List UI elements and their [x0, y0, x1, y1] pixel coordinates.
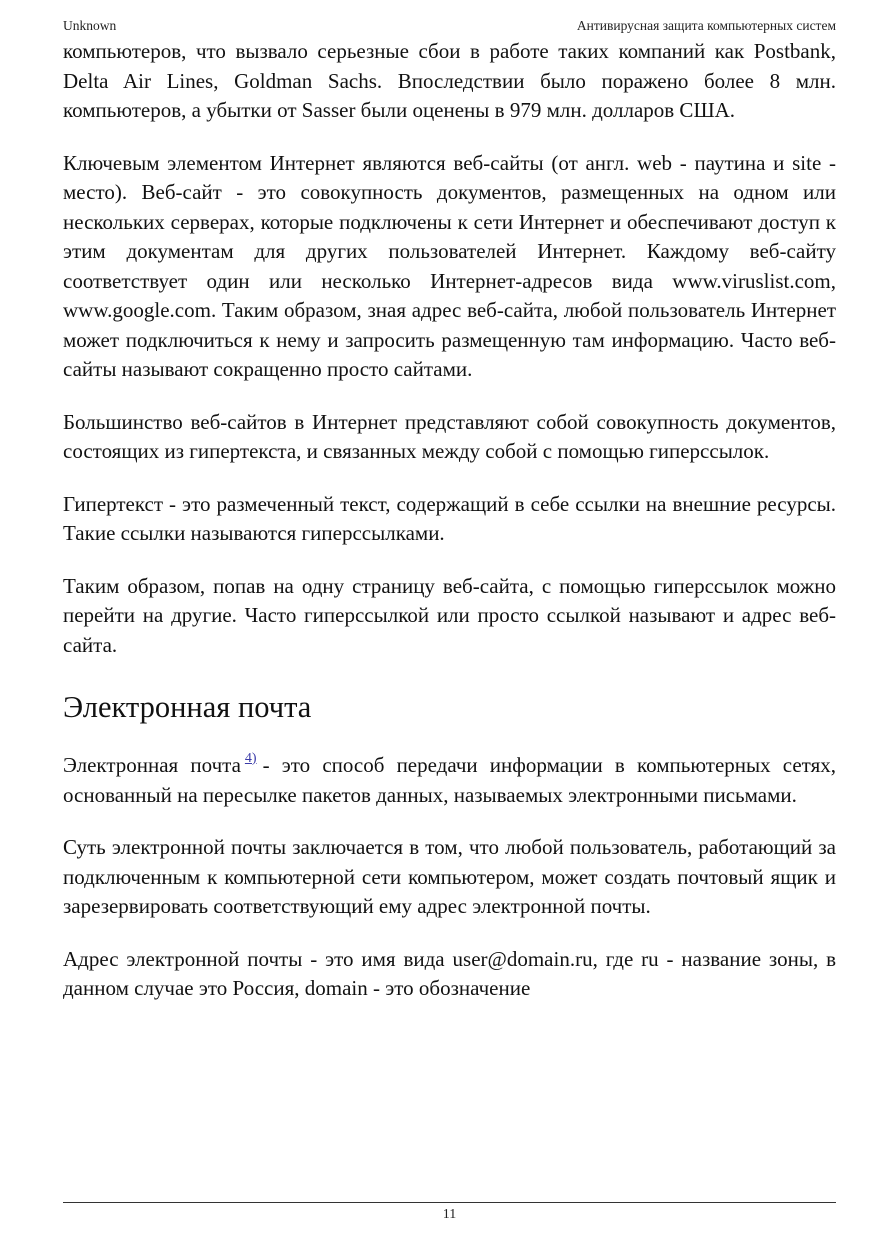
header-author: Unknown — [63, 18, 117, 33]
email-definition-text: - это способ передачи информации в компьютерных сетях, основанный на пересылке пакетов данных, называемых электронными письмами. — [63, 753, 836, 807]
footer-divider — [63, 1202, 836, 1203]
paragraph-hyperlinks: Таким образом, попав на одну страницу веб-сайта, с помощью гиперссылок можно перейти на другие. Часто гиперссылкой или просто ссылкой называют и адрес веб-сайта. — [63, 573, 836, 657]
paragraph-hypertext-sites: Большинство веб-сайтов в Интернет представляют собой совокупность документов, состоящих из гипертекста, и связанных между собой с помощью гиперссылок. — [63, 409, 836, 463]
page-number: 11 — [442, 1207, 457, 1222]
paragraph-websites: Ключевым элементом Интернет являются веб-сайты (от англ. web - паутина и site - место). Веб-сайт - это совокупность документов, размещенных на одном или нескольких серверах, которые подключены к сети Интернет и обеспечивают доступ к этим документам для других пользователей Интернет. Каждому веб-сайту соответствует один или несколько Интернет-адресов вида www.viruslist.com, www.google.com. Таким образом, зная адрес веб-сайта, любой пользователь Интернет может подключиться к нему и запросить размещенную там информацию. Часто веб-сайты называют сокращенно просто сайтами. — [63, 150, 836, 381]
running-header — [63, 17, 836, 35]
document-page — [63, 0, 836, 1241]
paragraph-sasser-continuation: компьютеров, что вызвало серьезные сбои в работе таких компаний как Postbank, Delta Air Lines, Goldman Sachs. Впоследствии было поражено более 8 млн. компьютеров, а убытки от Sasser были оценены в 979 млн. долларов США. — [63, 39, 836, 122]
paragraph-email-essence: Суть электронной почты заключается в том, что любой пользователь, работающий за подключенным к компьютерной сети компьютером, может создать почтовый ящик и зарезервировать соответствующий ему адрес электронной почты. — [63, 835, 836, 918]
paragraph-email-address: Адрес электронной почты - это имя вида user@domain.ru, где ru - название зоны, в данном случае это Россия, domain - это обозначение — [63, 946, 836, 1000]
page-body — [63, 37, 836, 1027]
email-term: Электронная почта — [63, 753, 241, 777]
header-book-title: Антивирусная защита компьютерных систем — [576, 18, 836, 33]
paragraph-email-definition — [63, 751, 836, 810]
section-heading-email: Электронная почта — [63, 690, 312, 724]
paragraph-hypertext-definition: Гипертекст - это размеченный текст, содержащий в себе ссылки на внешние ресурсы. Такие ссылки называются гиперссылками. — [63, 491, 836, 545]
footnote-link-4[interactable]: 4) — [244, 750, 257, 766]
